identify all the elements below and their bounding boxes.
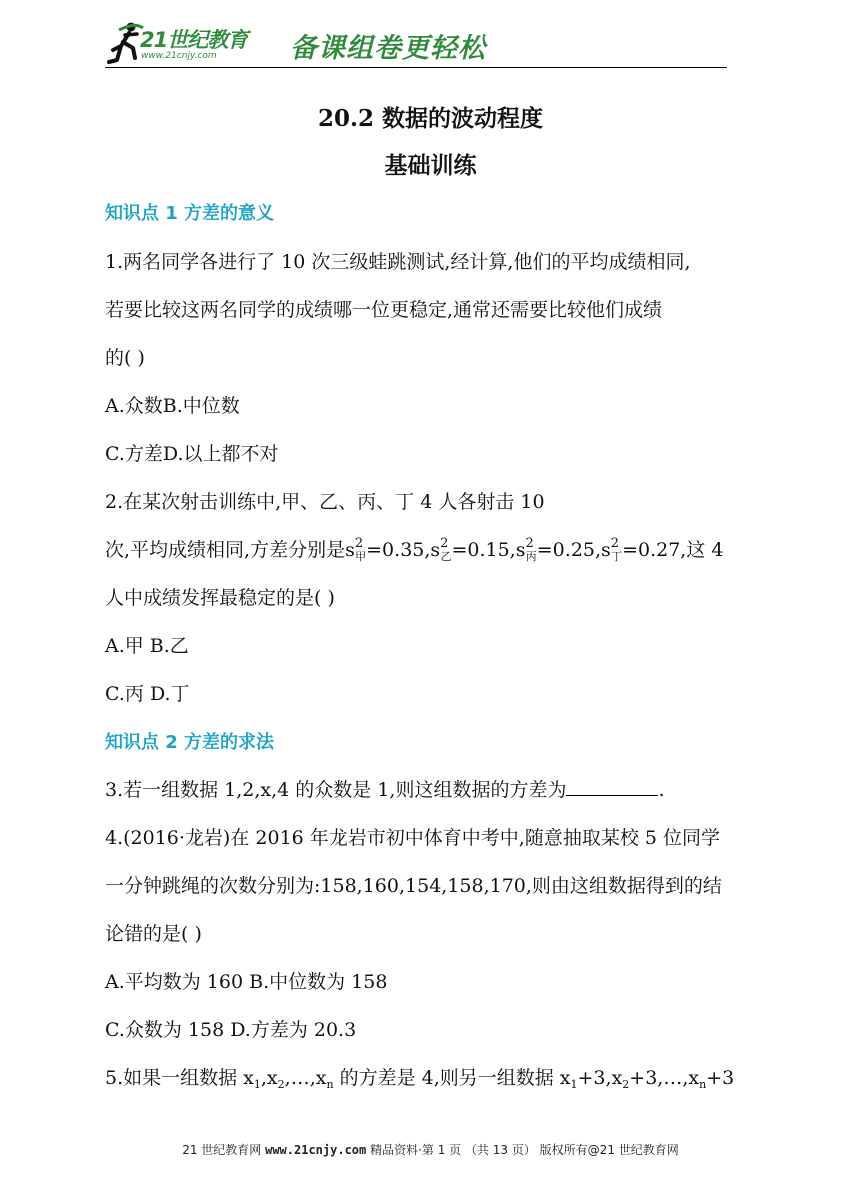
q3-text: 3.若一组数据 1,2,x,4 的众数是 1,则这组数据的方差为 [105, 779, 567, 801]
logo-url: www.21cnjy.com [141, 51, 217, 61]
logo [105, 18, 285, 68]
section-heading-2: 知识点 2 方差的求法 [105, 732, 275, 753]
variance-ding-value: =0.27,这 4 [622, 539, 724, 561]
doc-title: 20.2 数据的波动程度 [317, 105, 544, 132]
q1-line-3: 的( ) [105, 347, 145, 369]
header-divider [105, 67, 727, 68]
variance-ding: $s^2_丁$ [601, 536, 623, 563]
q5-line-1: 5.如果一组数据 $x_1,x_2,\dots,x_n$ 的方差是 4,则另一组数据 $x_1+3,x_2+3,\dots,x_n+3$ [105, 1067, 735, 1091]
q1-line-2: 若要比较这两名同学的成绩哪一位更稳定,通常还需要比较他们成绩 [105, 299, 663, 321]
q1-option-cd: C.方差D.以上都不对 [105, 443, 279, 465]
doc-subtitle: 基础训练 [384, 152, 477, 179]
section-heading-1: 知识点 1 方差的意义 [105, 203, 275, 224]
variance-jia: $s^2_甲$ [345, 536, 367, 563]
footer-page-info: 精品资料·第 1 页 （共 13 页） 版权所有@21 世纪教育网 [366, 1143, 679, 1157]
q2-option-ab: A.甲 B.乙 [105, 635, 189, 657]
variance-jia-value: =0.35, [366, 539, 431, 561]
footer-url[interactable]: www.21cnjy.com [265, 1143, 367, 1157]
q4-option-cd: C.众数为 158 D.方差为 20.3 [105, 1019, 357, 1041]
variance-bing-value: =0.25, [536, 539, 602, 561]
variance-yi-value: =0.15, [451, 539, 516, 561]
variance-yi: $s^2_乙$ [430, 536, 452, 563]
page-header [105, 18, 727, 70]
page-footer [0, 1141, 861, 1158]
q4-line-3: 论错的是( ) [105, 923, 202, 945]
q2-line-2-text: 次,平均成绩相同,方差分别是 [105, 539, 346, 561]
answer-blank[interactable] [566, 777, 658, 796]
q4-line-2: 一分钟跳绳的次数分别为:158,160,154,158,170,则由这组数据得到的结 [105, 875, 722, 897]
q3-end: . [658, 779, 665, 801]
q1-line-1: 1.两名同学各进行了 10 次三级蛙跳测试,经计算,他们的平均成绩相同, [105, 251, 691, 273]
q2-line-2 [105, 535, 723, 562]
variance-bing: $s^2_丙$ [515, 536, 537, 563]
q1-option-ab: A.众数B.中位数 [105, 395, 240, 417]
footer-site: 21 世纪教育网 [182, 1143, 266, 1157]
header-slogan: 备课组卷更轻松 [290, 33, 486, 64]
runner-icon [105, 20, 145, 66]
q2-line-1: 2.在某次射击训练中,甲、乙、丙、丁 4 人各射击 10 [105, 491, 545, 513]
q3-line [105, 775, 665, 802]
q2-option-cd: C.丙 D.丁 [105, 683, 190, 705]
q4-option-ab: A.平均数为 160 B.中位数为 158 [105, 971, 388, 993]
logo-title: 21世纪教育 [140, 28, 248, 52]
q4-line-1: 4.(2016·龙岩)在 2016 年龙岩市初中体育中考中,随意抽取某校 5 位同学 [105, 827, 720, 849]
q2-line-3: 人中成绩发挥最稳定的是( ) [105, 587, 335, 609]
